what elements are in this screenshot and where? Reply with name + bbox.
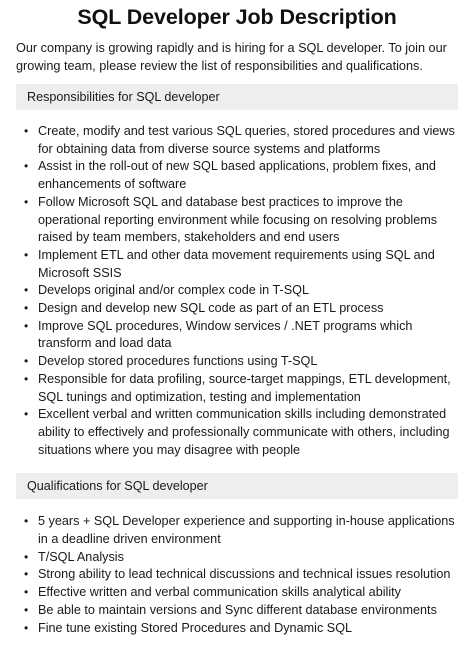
bullet-icon: • (24, 247, 29, 262)
bullet-icon: • (24, 407, 29, 422)
bullet-icon: • (24, 602, 29, 617)
list-item (24, 371, 458, 406)
list-item (24, 406, 458, 459)
list-item-text: Develop stored procedures functions using T-SQL (38, 354, 318, 369)
bullet-icon: • (24, 318, 29, 333)
list-item (24, 549, 458, 567)
bullet-icon: • (24, 371, 29, 386)
list-item (24, 247, 458, 282)
qualifications-header: Qualifications for SQL developer (16, 473, 458, 499)
list-item-text: Improve SQL procedures, Window services / .NET programs which transform and load data (38, 318, 413, 351)
list-item (24, 194, 458, 247)
list-item (24, 353, 458, 371)
list-item-text: Follow Microsoft SQL and database best practices to improve the operational reporting environment while focusing on resolving problems raised by team members, stakeholders and end users (38, 194, 438, 245)
bullet-icon: • (24, 124, 29, 138)
list-item (24, 318, 458, 353)
list-item-text: Excellent verbal and written communication skills including demonstrated ability to effectively and professionally communicate with others, including situations where you may disagree with people (38, 407, 450, 457)
bullet-icon: • (24, 301, 29, 316)
list-item-text: Fine tune existing Stored Procedures and Dynamic SQL (38, 620, 353, 635)
list-item-text: T/SQL Analysis (38, 549, 124, 564)
bullet-icon: • (24, 514, 29, 529)
responsibilities-header: Responsibilities for SQL developer (16, 84, 458, 110)
list-item (24, 282, 458, 300)
list-item (24, 158, 458, 193)
list-item-text: 5 years + SQL Developer experience and supporting in-house applications in a deadline driven environment (38, 514, 455, 547)
bullet-icon: • (24, 620, 29, 635)
bullet-icon: • (24, 194, 29, 209)
list-item (24, 602, 458, 620)
bullet-icon: • (24, 354, 29, 369)
bullet-icon: • (24, 549, 29, 564)
list-item-text: Strong ability to lead technical discussions and technical issues resolution (38, 567, 451, 582)
bullet-icon: • (24, 283, 29, 298)
list-item-text: Responsible for data profiling, source-target mappings, ETL development, SQL tunings and optimization, testing and implementation (38, 371, 451, 404)
qualifications-list (16, 513, 458, 637)
list-item-text: Assist in the roll-out of new SQL based applications, problem fixes, and enhancements of software (38, 159, 436, 192)
list-item (24, 123, 458, 158)
page-title: SQL Developer Job Description (77, 5, 397, 29)
bullet-icon: • (24, 159, 29, 174)
list-item-text: Effective written and verbal communication skills analytical ability (38, 585, 401, 600)
list-item-text: Develops original and/or complex code in T-SQL (38, 283, 309, 298)
list-item (24, 584, 458, 602)
list-item (24, 566, 458, 584)
list-item-text: Create, modify and test various SQL queries, stored procedures and views for obtaining data from diverse source systems and platforms (38, 124, 455, 156)
list-item (24, 620, 458, 638)
list-item-text: Design and develop new SQL code as part of an ETL process (38, 301, 384, 316)
intro-paragraph: Our company is growing rapidly and is hiring for a SQL developer. To join our growing team, please review the list of responsibilities and qualifications. (16, 41, 447, 73)
bullet-icon: • (24, 585, 29, 600)
list-item (24, 300, 458, 318)
responsibilities-list (16, 123, 458, 459)
list-item (24, 513, 458, 548)
list-item-text: Be able to maintain versions and Sync different database environments (38, 602, 437, 617)
list-item-text: Implement ETL and other data movement requirements using SQL and Microsoft SSIS (38, 247, 435, 280)
bullet-icon: • (24, 567, 29, 582)
